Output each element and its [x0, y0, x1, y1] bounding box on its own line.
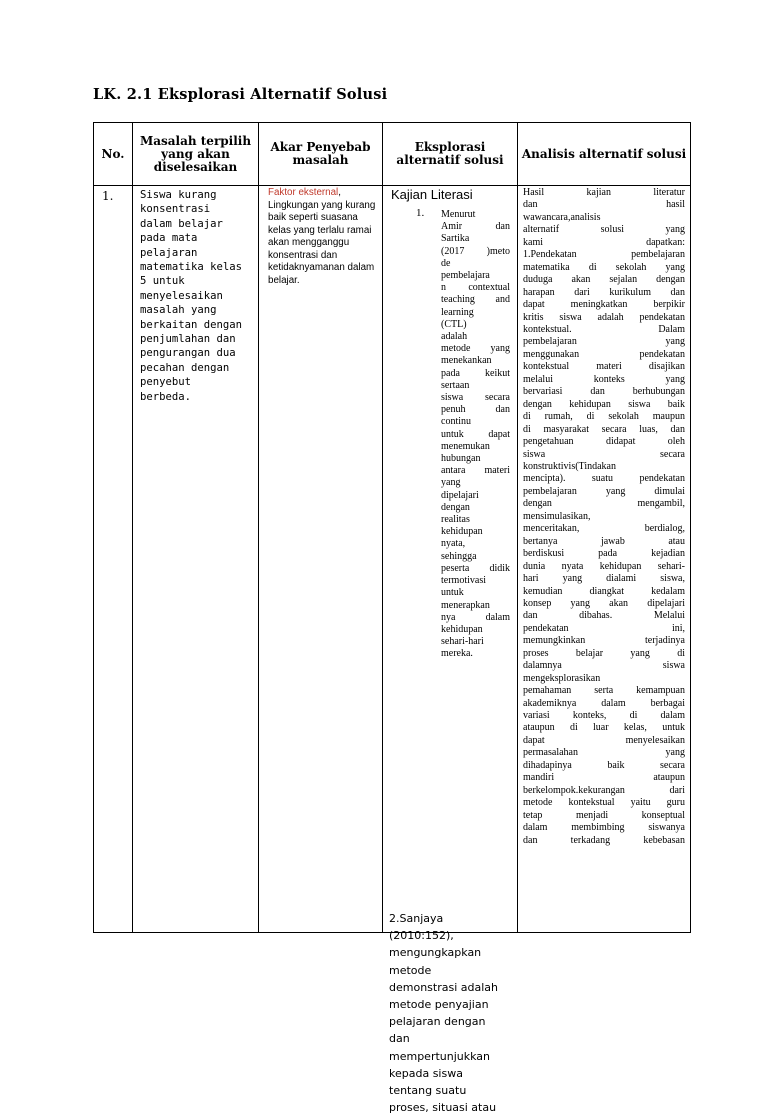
analisis-cell	[518, 186, 691, 933]
akar-highlight: Faktor eksternal	[268, 187, 339, 198]
exploration-table	[93, 122, 691, 1115]
header-eksplorasi: Eksplorasi alternatif solusi	[383, 123, 518, 186]
row-number: 1.	[94, 186, 133, 933]
akar-penyebab-cell	[259, 186, 383, 933]
akar-text: , Lingkungan yang kurang baik seperti suasana kelas yang terlalu ramai akan mengganggu konsentrasi dan ketidaknyamanan dalam belajar.	[268, 187, 376, 286]
eksplorasi-reference-1: Menurut Amir dan Sartika (2017 )meto de pembelajara n contextual teaching and learning (CTL) adalah metode yang menekankan pada keikut sertaan siswa secara penuh dan continu untuk dapat menemukan hubungan antara materi yang dipelajari dengan realitas kehidupan nyata, sehingga peserta didik termotivasi untuk menerapkan nya dalam kehidupan sehari-hari mereka.	[441, 209, 510, 660]
masalah-cell: Siswa kurang konsentrasi dalam belajar pada mata pelajaran matematika kelas 5 untuk menyelesaikan masalah yang berkaitan dengan penjumlahan dan pengurangan dua pecahan dengan penyebut berbeda.	[133, 186, 259, 933]
analisis-text: Hasil kajian literatur dan hasil wawancara,analisis alternatif solusi yang kami dapatkan: 1.Pendekatan pembelajaran matematika di sekolah yang duduga akan sejalan dengan harapan dari kurikulum dan dapat meningkatkan berpikir kritis siswa adalah pendekatan kontekstual. Dalam pembelajaran yang menggunakan pendekatan kontekstual materi disajikan melalui konteks yang bervariasi dan berhubungan dengan kehidupan siswa baik di rumah, di sekolah maupun di masyarakat secara luas, dan pengetahuan didapat oleh siswa secara konstruktivis(Tindakan mencipta). suatu pendekatan pembelajaran yang dimulai dengan mengambil, mensimulasikan, menceritakan, berdialog, bertanya jawab atau berdiskusi pada kejadian dunia nyata kehidupan sehari- hari yang dialami siswa, kemudian diangkat kedalam konsep yang akan dipelajari dan dibahas. Melalui pendekatan ini, memungkinkan terjadinya proses belajar yang di dalamnya siswa mengeksplorasikan pemahaman serta kemampuan akademiknya dalam berbagai variasi konteks, di dalam ataupun di luar kelas, untuk dapat menyelesaikan permasalahan yang dihadapinya baik secara mandiri ataupun berkelompok.kekurangan dari metode kontekstual yaitu guru tetap menjadi konseptual dalam membimbing siswanya dan terkadang kebebasan	[523, 187, 685, 846]
eksplorasi-heading: Kajian Literasi	[391, 187, 473, 202]
page-title: LK. 2.1 Eksplorasi Alternatif Solusi	[93, 86, 388, 103]
header-analisis: Analisis alternatif solusi	[518, 123, 691, 186]
header-akar-penyebab: Akar Penyebab masalah	[259, 123, 383, 186]
eksplorasi-reference-2: 2.Sanjaya (2010:152), mengungkapkan metode demonstrasi adalah metode penyajian pelajaran dengan dan mempertunjukkan kepada siswa tentang suatu proses, situasi atau	[389, 912, 498, 1115]
eksplorasi-cell	[383, 186, 518, 1115]
header-masalah: Masalah terpilih yang akan diselesaikan	[133, 123, 259, 186]
eksplorasi-number: 1.	[416, 207, 425, 219]
table-row	[94, 186, 691, 933]
table-header-row	[94, 123, 691, 186]
header-no: No.	[94, 123, 133, 186]
